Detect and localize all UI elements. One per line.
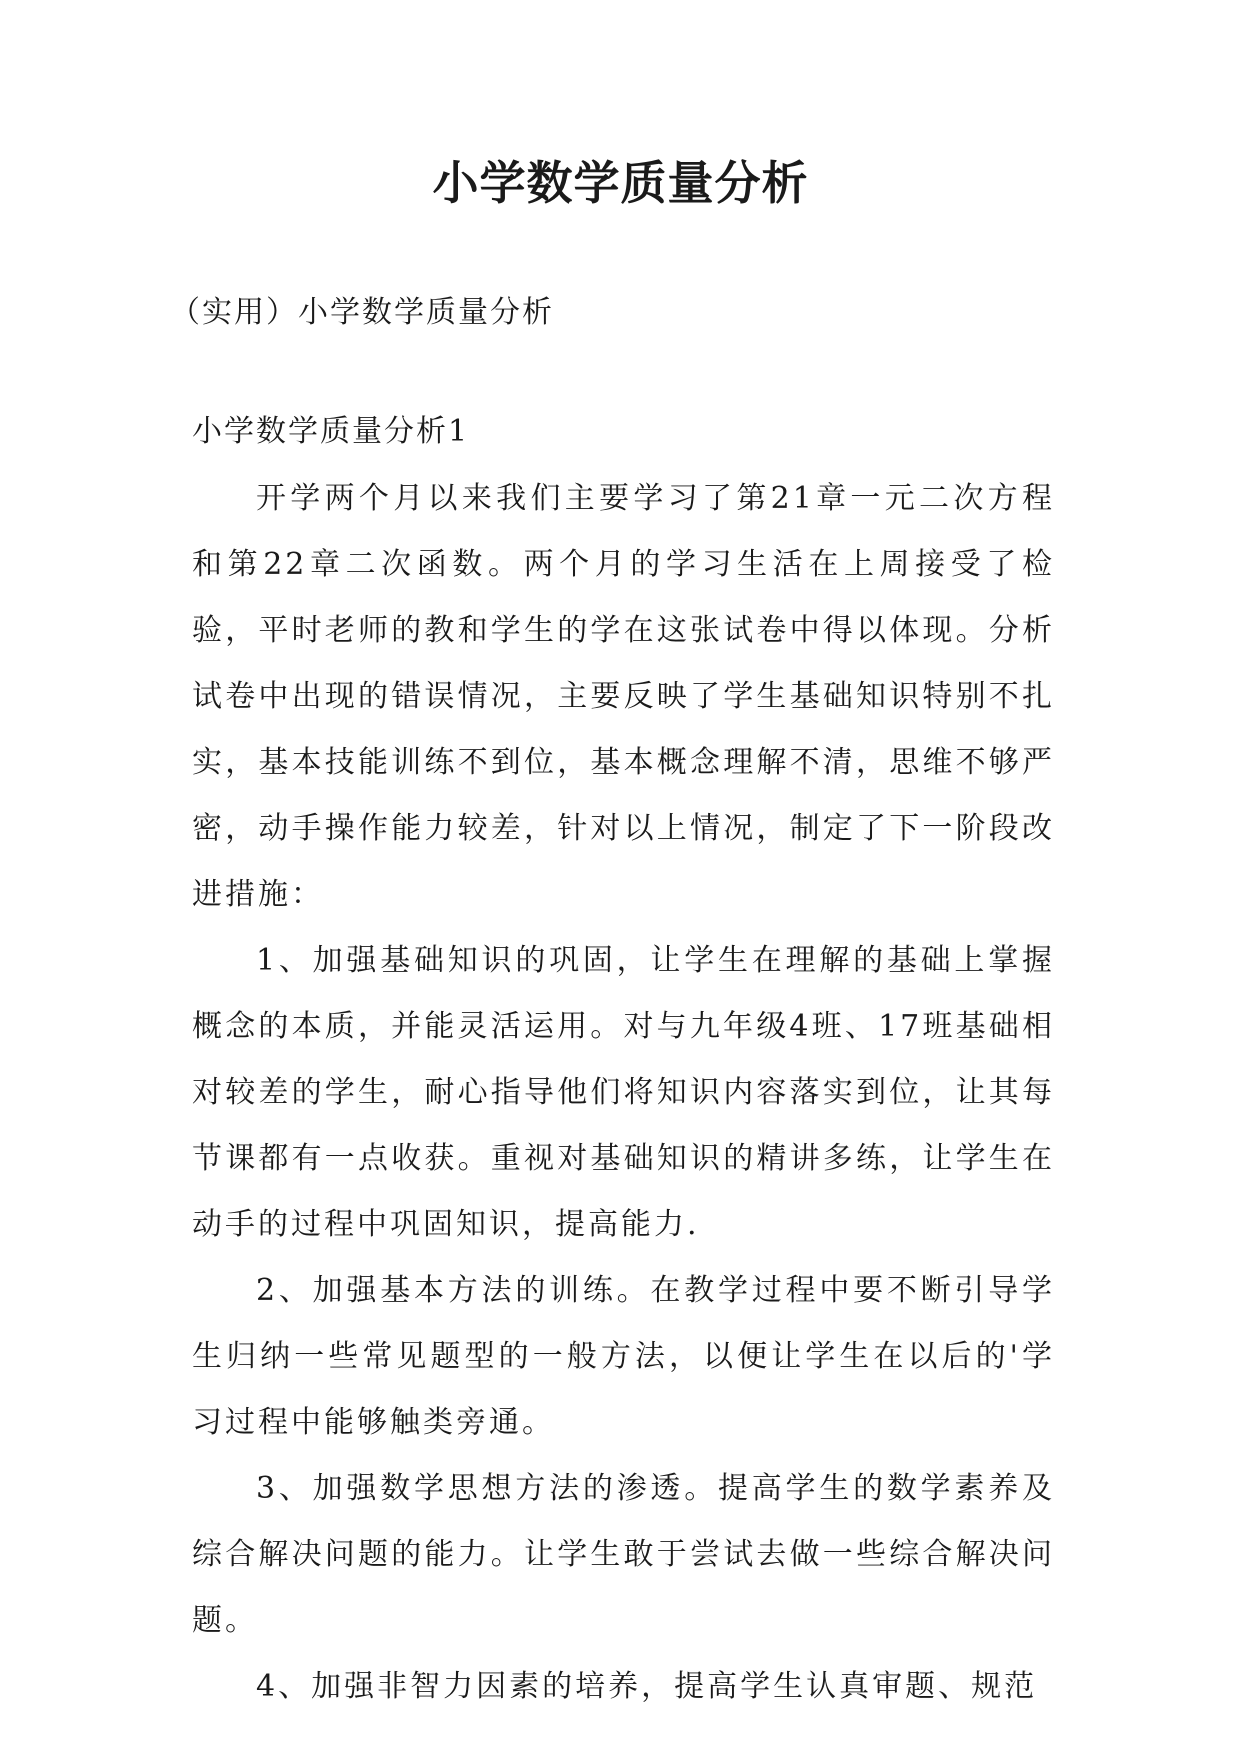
page-title: 小学数学质量分析 <box>432 156 809 210</box>
paragraph-item-3: 3、加强数学思想方法的渗透。提高学生的数学素养及综合解决问题的能力。让学生敢于尝试去做一些综合解决问题。 <box>192 1471 1055 1638</box>
paragraph-item-2: 2、加强基本方法的训练。在教学过程中要不断引导学生归纳一些常见题型的一般方法，以便让学生在以后的'学习过程中能够触类旁通。 <box>192 1273 1055 1440</box>
document-subtitle: （实用）小学数学质量分析 <box>170 295 554 330</box>
section-heading: 小学数学质量分析1 <box>192 414 470 449</box>
paragraph-item-1: 1、加强基础知识的巩固，让学生在理解的基础上掌握概念的本质，并能灵活运用。对与九年级4班、17班基础相对较差的学生，耐心指导他们将知识内容落实到位，让其每节课都有一点收获。重视对基础知识的精讲多练，让学生在动手的过程中巩固知识，提高能力. <box>192 943 1055 1242</box>
paragraph-intro: 开学两个月以来我们主要学习了第21章一元二次方程和第22章二次函数。两个月的学习生活在上周接受了检验，平时老师的教和学生的学在这张试卷中得以体现。分析试卷中出现的错误情况，主要反映了学生基础知识特别不扎实，基本技能训练不到位，基本概念理解不清，思维不够严密，动手操作能力较差，针对以上情况，制定了下一阶段改进措施： <box>192 481 1055 912</box>
body-text <box>192 466 1055 1720</box>
paragraph-item-4: 4、加强非智力因素的培养，提高学生认真审题、规范 <box>256 1669 1038 1704</box>
